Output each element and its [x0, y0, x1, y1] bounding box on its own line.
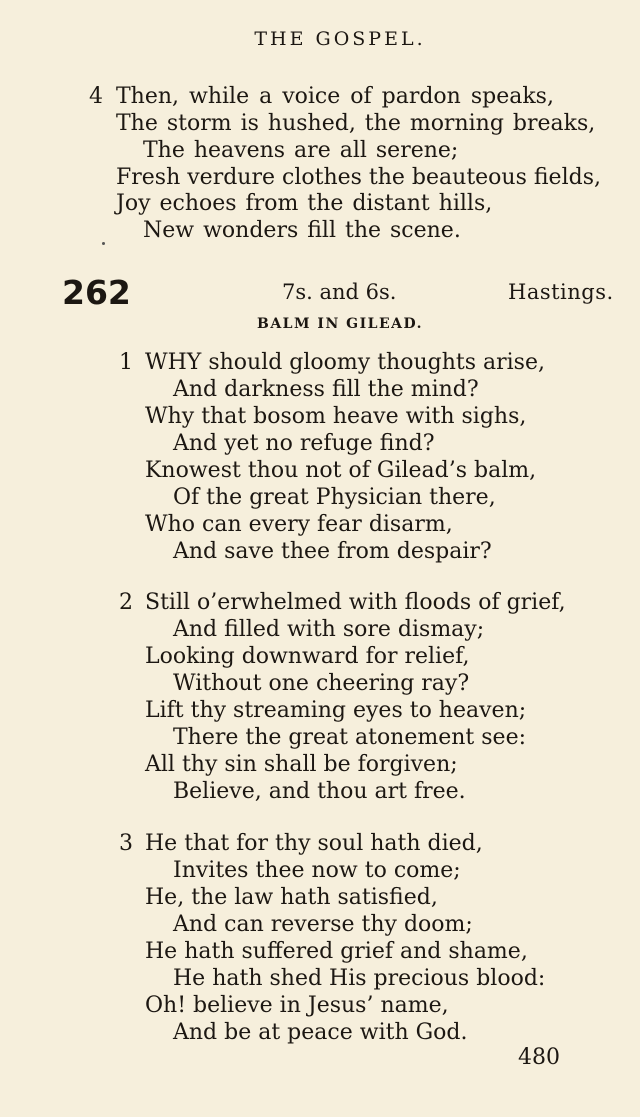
verse-line: Without one cheering ray? [173, 671, 470, 696]
verse-line: Who can every fear disarm, [145, 512, 453, 537]
verse-line: Joy echoes from the distant hills, [116, 191, 493, 216]
verse-line: Lift thy streaming eyes to heaven; [145, 698, 527, 723]
verse-line: New wonders fill the scene. [143, 218, 461, 243]
hymn-tune: Hastings. [508, 280, 614, 304]
stanza-number: 3 [119, 831, 133, 856]
verse-line: He that for thy soul hath died, [145, 831, 483, 856]
verse-line: Still o’erwhelmed with floods of grief, [145, 590, 566, 615]
verse-line: Looking downward for relief, [145, 644, 470, 669]
running-head: THE GOSPEL. [254, 28, 426, 50]
verse-line: The storm is hushed, the morning breaks, [116, 111, 596, 136]
verse-line: And can reverse thy doom; [173, 912, 473, 937]
verse-line: There the great atonement see: [173, 725, 526, 750]
verse-line: And be at peace with God. [173, 1020, 468, 1045]
verse-line: And filled with sore dismay; [173, 617, 485, 642]
hymn-number: 262 [62, 273, 131, 312]
stanza-number: 2 [119, 590, 133, 615]
verse-line: And yet no refuge find? [173, 431, 435, 456]
verse-line: And save thee from despair? [173, 539, 492, 564]
hymn-title: BALM IN GILEAD. [256, 316, 424, 332]
verse-line: Of the great Physician there, [173, 485, 496, 510]
verse-line: The heavens are all serene; [143, 138, 459, 163]
verse-line: Fresh verdure clothes the beauteous fields, [116, 165, 601, 190]
verse-line: Knowest thou not of Gilead’s balm, [145, 458, 537, 483]
verse-line: Believe, and thou art free. [173, 779, 466, 804]
verse-line: Why that bosom heave with sighs, [145, 404, 527, 429]
print-speck [102, 242, 105, 245]
verse-line: Then, while a voice of pardon speaks, [116, 84, 554, 109]
verse-line: And darkness fill the mind? [173, 377, 479, 402]
prev-stanza-number: 4 [89, 84, 103, 109]
page-number: 480 [518, 1045, 560, 1070]
hymn-meter: 7s. and 6s. [282, 280, 397, 304]
verse-line: WHY should gloomy thoughts arise, [145, 350, 545, 375]
verse-line: All thy sin shall be forgiven; [145, 752, 458, 777]
verse-line: Invites thee now to come; [173, 858, 461, 883]
verse-line: He hath shed His precious blood: [173, 966, 546, 991]
verse-line: He, the law hath satisfied, [145, 885, 438, 910]
verse-line: He hath suffered grief and shame, [145, 939, 528, 964]
stanza-number: 1 [119, 350, 133, 375]
verse-line: Oh! believe in Jesus’ name, [145, 993, 449, 1018]
